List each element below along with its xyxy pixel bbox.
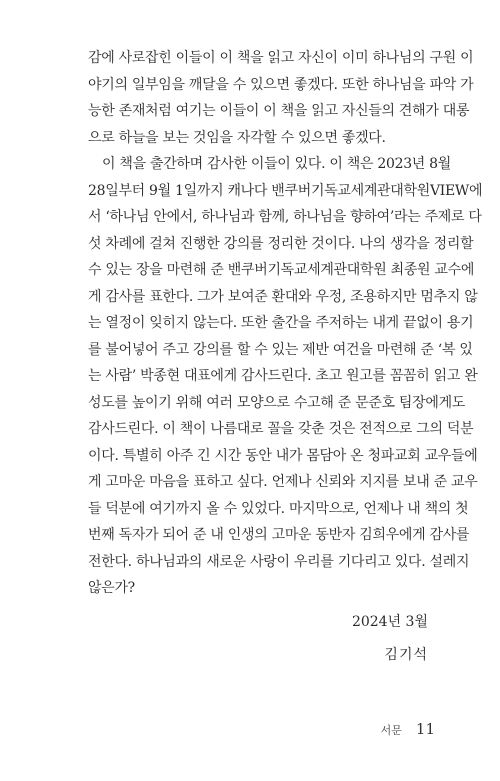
page-number: 11	[415, 720, 435, 738]
text-line: 는 열정이 잊히지 않는다. 또한 출간을 주저하는 내게 끝없이 용기	[88, 315, 474, 331]
text-line: 섯 차례에 걸쳐 진행한 강의를 정리한 것이다. 나의 생각을 정리할	[88, 235, 474, 252]
section-label: 서문	[380, 724, 402, 737]
text-line: 수 있는 장을 마련해 준 밴쿠버기독교세계관대학원 최종원 교수에	[88, 262, 475, 278]
text-line: 28일부터 9월 1일까지 캐나다 밴쿠버기독교세계관대학원VIEW에	[88, 182, 483, 199]
text-line: 능한 존재처럼 여기는 이들이 이 책을 읽고 자신들의 견해가 대롱	[88, 103, 470, 119]
body-text	[88, 45, 483, 602]
text-line: 이다. 특별히 아주 긴 시간 동안 내가 몸담아 온 청파교회 교우들에	[88, 447, 478, 464]
text-line: 않은가?	[88, 580, 135, 596]
text-line: 감에 사로잡힌 이들이 이 책을 읽고 자신이 이미 하나님의 구원 이	[88, 50, 474, 66]
closing-date: 2024년 3월	[351, 614, 428, 630]
text-line: 는 사람’ 박종현 대표에게 감사드린다. 초고 원고를 꼼꼼히 읽고 완	[88, 368, 478, 384]
text-line: 번째 독자가 되어 준 내 인생의 고마운 동반자 김희우에게 감사를	[88, 527, 470, 543]
page-footer	[381, 720, 435, 738]
author-signature: 김기석	[384, 647, 428, 663]
text-line: 성도를 높이기 위해 여러 모양으로 수고해 준 문준호 팀장에게도	[88, 394, 466, 411]
text-line: 들 덕분에 여기까지 올 수 있었다. 마지막으로, 언제나 내 책의 첫	[88, 500, 469, 517]
text-line: 서 ‘하나님 안에서, 하나님과 함께, 하나님을 향하여’라는 주제로 다	[88, 209, 482, 225]
text-line: 를 불어넣어 주고 강의를 할 수 있는 제반 여건을 마련해 준 ‘복 있	[88, 341, 473, 358]
text-line: 야기의 일부임을 깨달을 수 있으면 좋겠다. 또한 하나님을 파악 가	[88, 76, 474, 93]
text-line: 감사드린다. 이 책이 나름대로 꼴을 갖춘 것은 전적으로 그의 덕분	[88, 421, 474, 437]
text-line: 게 감사를 표한다. 그가 보여준 환대와 우정, 조용하지만 멈추지 않	[88, 288, 478, 305]
text-line: 이 책을 출간하며 감사한 이들이 있다. 이 책은 2023년 8월	[102, 156, 452, 172]
text-line: 으로 하늘을 보는 것임을 자각할 수 있으면 좋겠다.	[88, 129, 386, 146]
text-line: 게 고마운 마음을 표하고 싶다. 언제나 신뢰와 지지를 보내 준 교우	[88, 474, 478, 490]
text-line: 전한다. 하나님과의 새로운 사랑이 우리를 기다리고 있다. 설레지	[88, 553, 470, 570]
